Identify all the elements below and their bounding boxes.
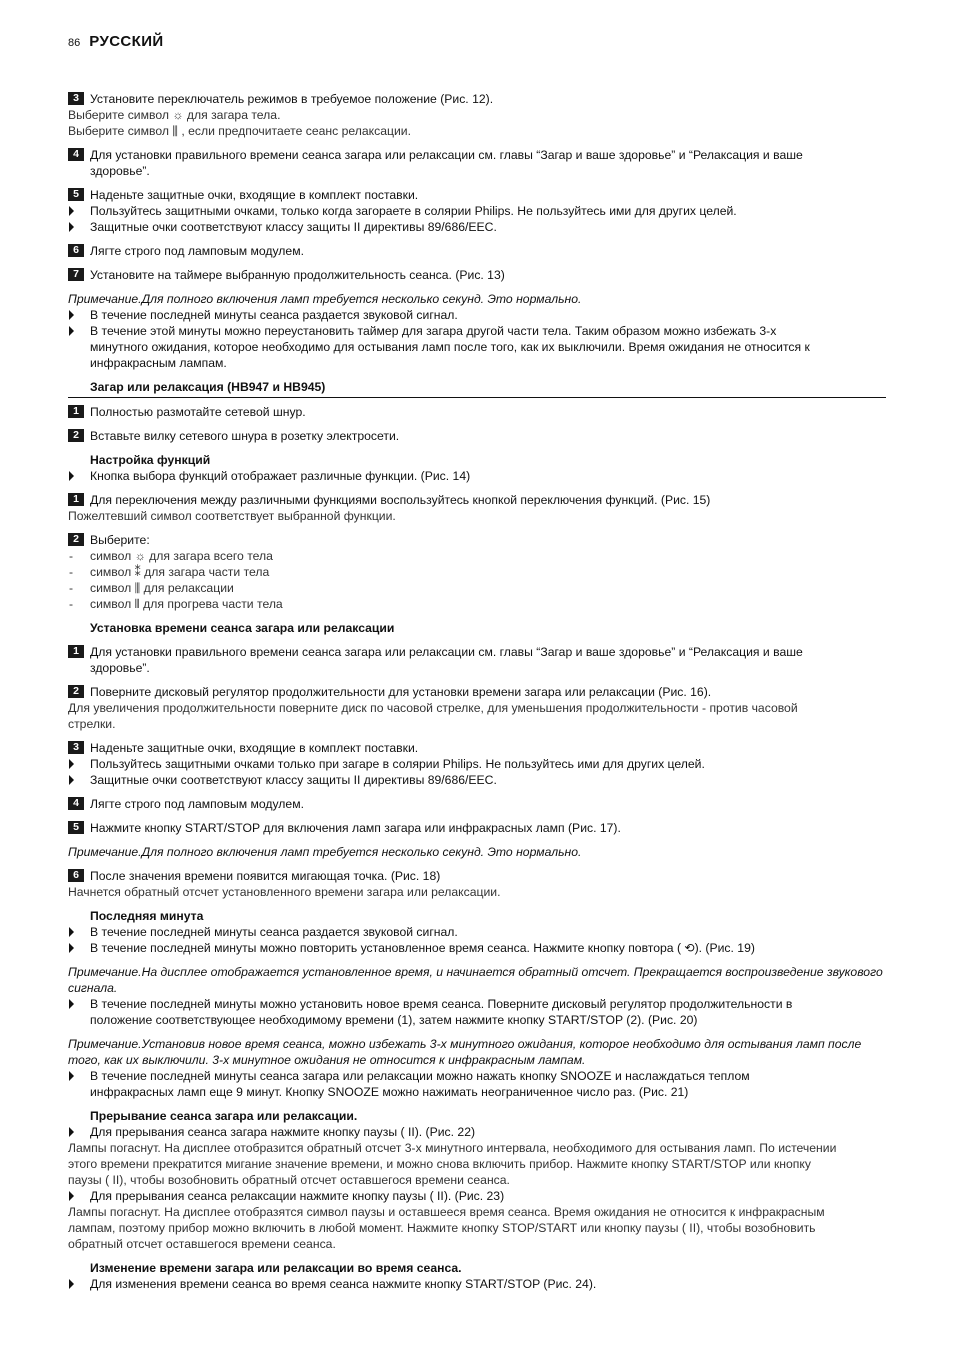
step-item xyxy=(68,91,886,107)
line-text: Лягте строго под ламповым модулем. xyxy=(90,797,304,811)
line-text: Защитные очки соответствуют классу защиты II директивы 89/686/EEC. xyxy=(90,773,497,787)
dash-item xyxy=(68,580,886,596)
note-text xyxy=(68,980,886,996)
bullet-triangle-icon xyxy=(69,1279,74,1289)
step-number-badge: 1 xyxy=(68,645,84,658)
body-text xyxy=(68,1140,886,1156)
body-text xyxy=(68,1172,886,1188)
dash-marker: - xyxy=(69,549,74,563)
subsection-heading xyxy=(68,1108,886,1124)
text-block xyxy=(68,91,886,139)
line-text: здоровье”. xyxy=(90,164,150,178)
line-text: Настройка функций xyxy=(90,453,211,467)
line-text: Примечание.На дисплее отображается установленное время, и начинается обратный отсчет. Прекращается воспроизведение звукового xyxy=(68,965,883,979)
note-text xyxy=(68,291,886,307)
line-text: Нажмите кнопку START/STOP для включения ламп загара или инфракрасных ламп (Рис. 17). xyxy=(90,821,621,835)
step-number-badge: 2 xyxy=(68,533,84,546)
text-block xyxy=(68,404,886,420)
bullet-triangle-icon xyxy=(69,1191,74,1201)
line-text: Примечание.Для полного включения ламп требуется несколько секунд. Это нормально. xyxy=(68,845,582,859)
text-block xyxy=(68,532,886,612)
line-text: В течение последней минуты можно установить новое время сеанса. Поверните дисковый регулятор продолжительности в xyxy=(90,997,793,1011)
dash-item xyxy=(68,564,886,580)
line-text: паузы ( II), чтобы возобновить обратный отсчет оставшегося времени сеанса. xyxy=(68,1173,510,1187)
bullet-item xyxy=(68,468,886,484)
line-text: Кнопка выбора функций отображает различные функции. (Рис. 14) xyxy=(90,469,471,483)
body-text xyxy=(68,700,886,716)
line-text: Загар или релаксация (HB947 и HB945) xyxy=(90,380,326,394)
page-number: 86 xyxy=(68,37,81,49)
bullet-triangle-icon xyxy=(69,471,74,481)
text-block xyxy=(68,428,886,444)
line-text: Выберите: xyxy=(90,533,150,547)
bullet-triangle-icon xyxy=(69,1127,74,1137)
line-text: стрелки. xyxy=(68,717,116,731)
line-text: Для увеличения продолжительности поверните диск по часовой стрелке, для уменьшения продолжительности - против часовой xyxy=(68,701,798,715)
text-block xyxy=(68,868,886,900)
bullet-item xyxy=(68,940,886,956)
continuation-line xyxy=(68,339,886,355)
bullet-item xyxy=(68,756,886,772)
line-text: Установите переключатель режимов в требуемое положение (Рис. 12). xyxy=(90,92,494,106)
dash-marker: - xyxy=(69,565,74,579)
line-text: Лампы погаснут. На дисплее отобразится обратный отсчет 3-х минутного интервала, необходимого для остывания ламп. По истечении xyxy=(68,1141,837,1155)
line-text: обратный отсчет оставшегося времени сеанса. xyxy=(68,1237,336,1251)
note-text xyxy=(68,1036,886,1052)
line-text: символ ⫴ для прогрева части тела xyxy=(90,597,283,611)
line-text: здоровье”. xyxy=(90,661,150,675)
subsection-heading xyxy=(68,620,886,636)
step-item xyxy=(68,187,886,203)
step-item xyxy=(68,796,886,812)
bullet-triangle-icon xyxy=(69,310,74,320)
subsection-heading xyxy=(68,452,886,468)
line-text: В течение последней минуты можно повторить установленное время сеанса. Нажмите кнопку повтора ( ⟲). (Рис. 19) xyxy=(90,941,755,955)
text-block xyxy=(68,740,886,788)
continuation-line xyxy=(68,1012,886,1028)
body-text xyxy=(68,884,886,900)
bullet-item xyxy=(68,772,886,788)
body-text xyxy=(68,508,886,524)
text-block xyxy=(68,644,886,676)
text-block xyxy=(68,1108,886,1252)
body-text xyxy=(68,1204,886,1220)
line-text: символ ⁑ для загара части тела xyxy=(90,565,270,579)
text-block xyxy=(68,452,886,484)
bullet-item xyxy=(68,996,886,1012)
line-text: символ ☼ для загара всего тела xyxy=(90,549,273,563)
dash-item xyxy=(68,548,886,564)
step-item xyxy=(68,644,886,660)
continuation-line xyxy=(68,660,886,676)
continuation-line xyxy=(68,1084,886,1100)
subsection-heading xyxy=(68,908,886,924)
line-text: инфракрасных ламп еще 9 минут. Кнопку SNOOZE можно нажимать неограниченное число раз. (Рис. 21) xyxy=(90,1085,689,1099)
step-number-badge: 6 xyxy=(68,244,84,257)
body-text xyxy=(68,1156,886,1172)
line-text: Начнется обратный отсчет установленного времени загара или релаксации. xyxy=(68,885,501,899)
step-item xyxy=(68,404,886,420)
line-text: лампам, поэтому прибор можно включить в любой момент. Нажмите кнопку STOP/START или кнопку паузы ( II), чтобы возобновить xyxy=(68,1221,816,1235)
step-item xyxy=(68,740,886,756)
step-item xyxy=(68,820,886,836)
body-text xyxy=(68,1236,886,1252)
step-number-badge: 7 xyxy=(68,268,84,281)
text-block xyxy=(68,1260,886,1292)
line-text: Для изменения времени сеанса во время сеанса нажмите кнопку START/STOP (Рис. 24). xyxy=(90,1277,597,1291)
line-text: положение соответствующее необходимому времени (1), затем нажмите кнопку START/STOP (2). (Рис. 20) xyxy=(90,1013,698,1027)
text-block xyxy=(68,796,886,812)
step-number-badge: 2 xyxy=(68,429,84,442)
bullet-triangle-icon xyxy=(69,999,74,1009)
bullet-triangle-icon xyxy=(69,1071,74,1081)
step-number-badge: 5 xyxy=(68,188,84,201)
bullet-item xyxy=(68,1124,886,1140)
text-block xyxy=(68,620,886,636)
step-number-badge: 4 xyxy=(68,797,84,810)
line-text: В течение последней минуты сеанса раздается звуковой сигнал. xyxy=(90,308,458,322)
line-text: Установите на таймере выбранную продолжительность сеанса. (Рис. 13) xyxy=(90,268,505,282)
step-item xyxy=(68,684,886,700)
line-text: Для переключения между различными функциями воспользуйтесь кнопкой переключения функций. (Рис. 15) xyxy=(90,493,711,507)
text-block xyxy=(68,684,886,732)
bullet-item xyxy=(68,307,886,323)
bullet-item xyxy=(68,1276,886,1292)
bullet-item xyxy=(68,323,886,339)
bullet-item xyxy=(68,924,886,940)
line-text: инфракрасным лампам. xyxy=(90,356,227,370)
step-item xyxy=(68,868,886,884)
bullet-triangle-icon xyxy=(69,222,74,232)
line-text: Полностью размотайте сетевой шнур. xyxy=(90,405,306,419)
line-text: Примечание.Для полного включения ламп требуется несколько секунд. Это нормально. xyxy=(68,292,582,306)
line-text: В течение последней минуты сеанса загара или релаксации можно нажать кнопку SNOOZE и наслаждаться теплом xyxy=(90,1069,750,1083)
bullet-triangle-icon xyxy=(69,326,74,336)
line-text: Пользуйтесь защитными очками только при загаре в солярии Philips. Не пользуйтесь ими для других целей. xyxy=(90,757,705,771)
bullet-item xyxy=(68,1188,886,1204)
text-block xyxy=(68,243,886,259)
line-text: Защитные очки соответствуют классу защиты II директивы 89/686/EEC. xyxy=(90,220,497,234)
line-text: Наденьте защитные очки, входящие в комплект поставки. xyxy=(90,188,419,202)
text-block xyxy=(68,844,886,860)
line-text: Выберите символ ⫼ , если предпочитаете сеанс релаксации. xyxy=(68,124,411,138)
line-text: Для прерывания сеанса релаксации нажмите кнопку паузы ( II). (Рис. 23) xyxy=(90,1189,505,1203)
line-text: Лампы погаснут. На дисплее отобразятся символ паузы и оставшееся время сеанса. Время ожидания не относится к инфракрасным xyxy=(68,1205,825,1219)
line-text: сигнала. xyxy=(68,981,118,995)
line-text: Установка времени сеанса загара или релаксации xyxy=(90,621,395,635)
line-text: В течение последней минуты сеанса раздается звуковой сигнал. xyxy=(90,925,458,939)
line-text: Последняя минута xyxy=(90,909,204,923)
text-block xyxy=(68,187,886,235)
note-text xyxy=(68,964,886,980)
line-text: того, как их выключили. 3-х минутное ожидания не относится к инфракрасным лампам. xyxy=(68,1053,586,1067)
line-text: После значения времени появится мигающая точка. (Рис. 18) xyxy=(90,869,441,883)
line-text: Для установки правильного времени сеанса загара или релаксации см. главы “Загар и ваше здоровье” и “Релаксация и ваше xyxy=(90,645,803,659)
dash-marker: - xyxy=(69,581,74,595)
text-block xyxy=(68,908,886,956)
line-text: Для прерывания сеанса загара нажмите кнопку паузы ( II). (Рис. 22) xyxy=(90,1125,476,1139)
bullet-triangle-icon xyxy=(69,943,74,953)
body-text xyxy=(68,1220,886,1236)
line-text: Вставьте вилку сетевого шнура в розетку электросети. xyxy=(90,429,400,443)
line-text: Пожелтевший символ соответствует выбранной функции. xyxy=(68,509,396,523)
text-block xyxy=(68,291,886,371)
line-text: В течение этой минуты можно переустановить таймер для загара другой части тела. Таким образом можно избежать 3-х xyxy=(90,324,777,338)
text-block xyxy=(68,492,886,524)
body-text xyxy=(68,716,886,732)
line-text: минутного ожидания, которое необходимо для остывания ламп после того, как их выключили. Время ожидания не относится к xyxy=(90,340,810,354)
text-block xyxy=(68,964,886,1028)
step-number-badge: 3 xyxy=(68,741,84,754)
note-text xyxy=(68,844,886,860)
line-text: Наденьте защитные очки, входящие в комплект поставки. xyxy=(90,741,419,755)
language-title: РУССКИЙ xyxy=(89,33,164,50)
subsection-heading xyxy=(68,1260,886,1276)
text-block xyxy=(68,379,886,398)
bullet-triangle-icon xyxy=(69,206,74,216)
text-block xyxy=(68,820,886,836)
section-heading xyxy=(68,379,886,398)
bullet-item xyxy=(68,219,886,235)
line-text: символ ⫼ для релаксации xyxy=(90,581,234,595)
manual-content xyxy=(68,91,886,1300)
line-text: Лягте строго под ламповым модулем. xyxy=(90,244,304,258)
step-number-badge: 1 xyxy=(68,493,84,506)
body-text xyxy=(68,107,886,123)
line-text: Поверните дисковый регулятор продолжительности для установки времени загара или релаксации (Рис. 16). xyxy=(90,685,712,699)
bullet-item xyxy=(68,1068,886,1084)
step-number-badge: 4 xyxy=(68,148,84,161)
line-text: Пользуйтесь защитными очками, только когда загораете в солярии Philips. Не пользуйтесь ими для других целей. xyxy=(90,204,737,218)
step-number-badge: 1 xyxy=(68,405,84,418)
bullet-triangle-icon xyxy=(69,927,74,937)
line-text: Изменение времени загара или релаксации во время сеанса. xyxy=(90,1261,462,1275)
note-text xyxy=(68,1052,886,1068)
step-item xyxy=(68,267,886,283)
continuation-line xyxy=(68,163,886,179)
bullet-item xyxy=(68,203,886,219)
step-item xyxy=(68,492,886,508)
dash-item xyxy=(68,596,886,612)
step-item xyxy=(68,428,886,444)
bullet-triangle-icon xyxy=(69,759,74,769)
step-number-badge: 6 xyxy=(68,869,84,882)
step-number-badge: 5 xyxy=(68,821,84,834)
body-text xyxy=(68,123,886,139)
line-text: Примечание.Установив новое время сеанса, можно избежать 3-х минутного ожидания, которое необходимо для остывания ламп после xyxy=(68,1037,862,1051)
step-item xyxy=(68,243,886,259)
line-text: Выберите символ ☼ для загара тела. xyxy=(68,108,281,122)
text-block xyxy=(68,1036,886,1100)
step-item xyxy=(68,532,886,548)
text-block xyxy=(68,267,886,283)
line-text: этого времени прекратится мигание значение времени, и можно снова включить прибор. Нажмите кнопку START/STOP или кнопку xyxy=(68,1157,811,1171)
step-number-badge: 3 xyxy=(68,92,84,105)
bullet-triangle-icon xyxy=(69,775,74,785)
text-block xyxy=(68,147,886,179)
step-item xyxy=(68,147,886,163)
page-header xyxy=(68,34,164,51)
step-number-badge: 2 xyxy=(68,685,84,698)
line-text: Для установки правильного времени сеанса загара или релаксации см. главы “Загар и ваше здоровье” и “Релаксация и ваше xyxy=(90,148,803,162)
line-text: Прерывание сеанса загара или релаксации. xyxy=(90,1109,358,1123)
dash-marker: - xyxy=(69,597,74,611)
continuation-line xyxy=(68,355,886,371)
